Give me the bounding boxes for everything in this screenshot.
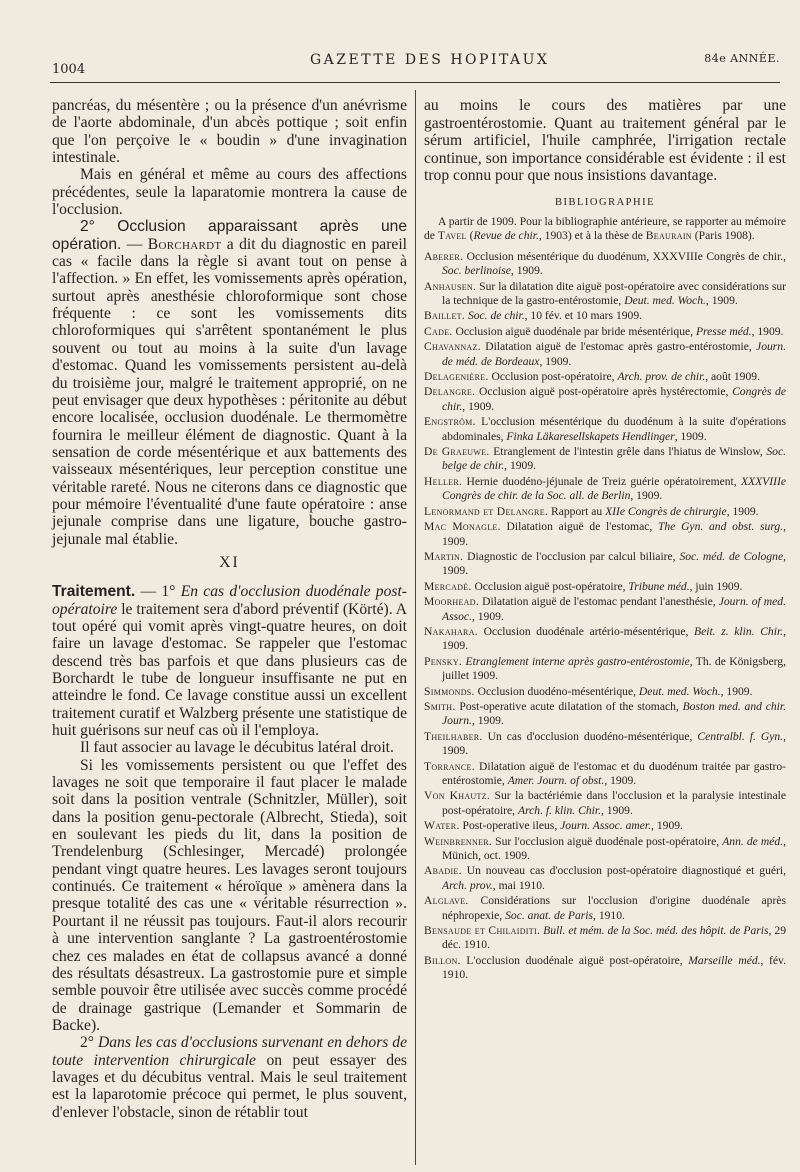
reference-author: Chavannaz. (424, 340, 481, 354)
reference-journal: Bull. et mém. de la Soc. méd. des hôpit. de Paris (543, 924, 769, 938)
reference-entry (424, 370, 786, 384)
reference-journal: Soc. de chir. (467, 309, 525, 323)
reference-text: Etranglement de l'intestin grêle dans l'hiatus de Winslow, (489, 445, 767, 459)
intro-text: A partir de 1909. Pour la bibliographie antérieure, se rapporter au mémoire de (424, 214, 786, 243)
reference-details: , 1909. (705, 294, 738, 307)
reference-journal: Tribune méd. (628, 579, 690, 593)
reference-author: Nakahara. (424, 624, 478, 638)
reference-text: Considérations sur l'occlusion d'origine duodénale après néphropexie, (442, 894, 786, 922)
reference-entry (424, 505, 786, 519)
reference-text: Occlusion post-opératoire, (488, 370, 618, 384)
author-name: Borchardt (147, 235, 222, 253)
italic-phrase: Dans les cas d'occlusions survenant en dehors de toute intervention chirurgicale (52, 1034, 407, 1069)
reference-journal: Journ. de méd. de Bordeaux (442, 340, 786, 368)
section-heading: 2° Occlusion apparaissant après une opération. (52, 218, 407, 253)
reference-entry (424, 685, 786, 699)
reference-details: , 1909. (504, 459, 537, 473)
reference-text: Occlusion aiguë duodénale par bride mésentérique, (452, 324, 696, 338)
reference-details: , 1909. (471, 714, 504, 728)
reference-details: , 1909. (442, 624, 786, 653)
reference-author: Alglave. (424, 894, 469, 908)
reference-text: Dilatation aiguë de l'estomac après gastro-entérostomie, (480, 340, 757, 354)
reference-journal: XXXVIIIe Congrès de chir. de la Soc. all. de Berlin (442, 474, 786, 503)
reference-text: Sur l'occlusion aiguë duodénale post-opératoire, (492, 834, 723, 848)
page-number: 1004 (52, 62, 86, 77)
reference-author: Heller. (424, 474, 463, 488)
dash: — (121, 235, 148, 253)
reference-entry (424, 894, 786, 923)
paragraph: au moins le cours des matières par une gastroentérostomie. Quant au traitement général par le sérum artificiel, l'huile camphrée, l'irrigation rectale continue, son importance considérable est évidente : il est trop connu pour que nous insistions davantage. (424, 97, 786, 185)
reference-text: Post-operative acute dilatation of the stomach, (455, 699, 683, 713)
intro-text: , 1903) et à la thèse de (538, 229, 646, 243)
paragraph: Il faut associer au lavage le décubitus latéral droit. (80, 739, 394, 757)
reference-author: Torrance. (424, 759, 475, 773)
reference-journal: Arch. prov. de chir. (617, 370, 706, 384)
intro-text: ( (466, 229, 474, 243)
reference-author: Engström. (424, 415, 476, 429)
reference-details: , 1910. (593, 908, 625, 922)
reference-text: L'occlusion duodénale aiguë post-opératoire, (460, 953, 689, 967)
left-column (52, 97, 407, 1121)
reference-details: , 1909. (674, 429, 707, 443)
reference-details: , 1909. (600, 803, 633, 817)
reference-details: , 1909. (751, 324, 784, 338)
journal-name: Revue de chir. (473, 229, 539, 243)
reference-text: Hernie duodéno-jéjunale de Treiz guérie opératoirement, (462, 474, 741, 488)
reference-author: Martin. (424, 549, 464, 563)
reference-journal: Etranglement interne après gastro-entérostomie (465, 654, 690, 668)
reference-entry (424, 340, 786, 369)
reference-text: Sur la bactériémie dans l'occlusion et la paralysie intestinale post-opératoire, (442, 789, 786, 817)
reference-entry (424, 924, 786, 953)
intro-text: (Paris 1908). (691, 229, 755, 243)
reference-journal: Amer. Journ. of obst. (507, 774, 605, 787)
paragraph-text: on peut essayer des lavages et du décubitus ventral. Mais le seul traitement est la laparotomie précoce qui permet, le plus souvent, d'enlever l'obstacle, sinon de rétablir tout (52, 1051, 407, 1121)
reference-text: Occlusion aiguë post-opératoire après hystérectomie, (475, 385, 733, 399)
reference-entry (424, 819, 786, 833)
paragraph: Si les vomissements persistent ou que l'effet des lavages ne soit que temporaire il faut placer le malade soit dans la position ventrale (Schnitzler, Müller), soit dans la position genu-pectorale (Albrecht, Stieda), soit en soulevant les pieds du lit, dans la position de Trendelenburg (Schlesinger, Mercadé) prolongée pendant vingt quatre heures. Les lavages seront toujours continués. Ce traitement « héroïque » amènera dans la presque totalité des cas une « véritable résurrection ». Pourtant il ne réussit pas toujours. Faut-il alors recourir à une intervention sanglante ? La gastroentérostomie chez ces malades en état de collapsus avancé a donné des résultats désastreux. La gastrostomie pure et simple semble pouvoir être utilisée avec succès comme procédé de drainage gastrique (Lemander et Sommarin de Backe). (52, 756, 407, 1034)
reference-author: Mercadé. (424, 579, 472, 593)
chapter-number: XI (219, 553, 240, 571)
reference-details: , 10 fév. et 10 mars 1909. (524, 309, 643, 323)
column-divider (415, 90, 416, 1165)
reference-text: Occlusion duodéno-mésentérique, (474, 684, 639, 698)
year-label: 84e ANNÉE. (704, 52, 780, 65)
reference-text: L'occlusion mésentérique du duodénum à la suite d'opérations abdominales, (442, 415, 786, 443)
reference-text: Diagnostic de l'occlusion par calcul biliaire, (463, 549, 680, 563)
reference-entry (424, 789, 786, 818)
paragraph (52, 1034, 407, 1121)
reference-details: , 1909. (442, 549, 787, 578)
reference-entry (424, 550, 786, 579)
reference-entry (424, 595, 786, 624)
treatment-paragraph (52, 583, 407, 739)
reference-journal: Soc. méd. de Cologne (679, 549, 784, 563)
author-name: Beaurain (645, 229, 692, 243)
reference-author: Bensaude et Chilaiditi. (424, 924, 541, 938)
reference-entry (424, 385, 786, 414)
reference-author: Weinbrenner. (424, 834, 493, 848)
reference-author: Abadie. (424, 864, 462, 878)
reference-author: Aberer. (424, 249, 464, 263)
reference-text: Dilatation aiguë de l'estomac et du duodénum traitée par gastro-entérostomie, (442, 759, 786, 787)
reference-details: , fév. 1910. (442, 953, 786, 982)
reference-text: Post-operative ileus, (459, 819, 561, 833)
reference-details: , Th. de Königsberg, juillet 1909. (442, 654, 787, 683)
reference-entry (424, 325, 786, 339)
reference-text: Occlusion mésentérique du duodénum, XXXVIIIe Congrès de chir., (463, 249, 786, 263)
reference-author: Theilhaber. (424, 729, 483, 743)
reference-author: Pensky. (424, 654, 463, 668)
reference-entry (424, 445, 786, 474)
reference-details: , 1909. (442, 729, 786, 758)
reference-journal: Journ. Assoc. amer. (560, 819, 652, 833)
author-name: Tavel (437, 229, 467, 243)
reference-author: Simmonds. (424, 684, 475, 698)
reference-entry (424, 520, 786, 549)
reference-details: , 1909. (539, 354, 572, 368)
reference-details: , 1909. (720, 684, 753, 698)
header-rule (50, 82, 780, 83)
reference-details: , Münich, oct. 1909. (442, 834, 786, 863)
reference-details: , 1909. (510, 264, 543, 278)
reference-text: Sur la dilatation dite aiguë post-opératoire avec considérations sur la technique de la gastro-entérostomie, (442, 279, 786, 307)
reference-journal: The Gyn. and obst. surg. (657, 520, 784, 534)
reference-text: Dilatation aiguë de l'estomac, (500, 520, 658, 534)
reference-author: Smith. (424, 699, 456, 713)
reference-text: Rapport au (548, 504, 606, 518)
reference-journal: Beit. z. klin. Chir. (694, 624, 784, 638)
reference-author: Anhausen. (424, 279, 477, 293)
reference-journal: Deut. med. Woch. (638, 684, 721, 698)
reference-list (424, 250, 786, 983)
reference-entry (424, 475, 786, 504)
journal-title: GAZETTE DES HOPITAUX (310, 52, 550, 68)
reference-details: , juin 1909. (689, 579, 743, 593)
reference-journal: XIIe Congrès de chirurgie (605, 504, 727, 518)
reference-author: De Graeuwe. (424, 445, 490, 459)
reference-entry (424, 864, 786, 893)
paragraph: pancréas, du mésentère ; ou la présence d'un anévrisme de l'aorte abdominale, d'un abcès pottique ; soit enfin que l'on perçoive le « boudin » d'une invagination intestinale. (52, 97, 407, 167)
reference-author: Lenormand et Delangre. (424, 504, 549, 518)
reference-author: Water. (424, 819, 460, 833)
reference-journal: Soc. anat. de Paris (505, 908, 594, 922)
reference-details: , 1909. (651, 819, 683, 833)
reference-journal: Marseille méd. (688, 953, 761, 967)
reference-author: Cade. (424, 324, 453, 338)
reference-text: Occlusion duodénale artério-mésentérique, (477, 624, 695, 638)
reference-details: , 1909. (471, 609, 504, 623)
reference-journal: Soc. berlinoise (442, 264, 511, 278)
reference-details: , 1909. (462, 399, 495, 413)
reference-details: , mai 1910. (492, 878, 545, 892)
reference-journal: Journ. of med. Assoc. (442, 595, 786, 623)
reference-entry (424, 625, 786, 654)
reference-details: , 1909. (630, 489, 663, 503)
reference-author: Baillet. (424, 309, 466, 323)
reference-journal: Soc. belge de chir. (442, 445, 786, 473)
reference-entry (424, 309, 786, 323)
reference-author: Mac Monagle. (424, 520, 501, 534)
bibliography-intro (424, 215, 786, 244)
running-head (52, 50, 780, 77)
reference-journal: Boston med. and chir. Journ. (442, 699, 786, 728)
italic-phrase: En cas d'occlusion duodénale post-opératoire (52, 583, 407, 618)
reference-journal: Arch. f. klin. Chir. (517, 803, 601, 817)
reference-journal: Presse méd. (695, 324, 752, 338)
reference-entry (424, 415, 786, 444)
reference-entry (424, 700, 786, 729)
reference-entry (424, 760, 786, 789)
reference-author: Delangre. (424, 385, 476, 399)
reference-text: Dilatation aiguë de l'estomac pendant l'anesthésie, (479, 595, 719, 609)
reference-entry (424, 655, 786, 684)
reference-journal: Finka Läkaresellskapets Hendlinger (506, 429, 675, 443)
reference-text: Un nouveau cas d'occlusion post-opératoire diagnostiqué et guéri, (461, 864, 786, 878)
reference-author: Von Khautz. (424, 789, 491, 803)
reference-entry (424, 280, 786, 309)
reference-author: Delagenière. (424, 370, 489, 384)
reference-entry (424, 730, 786, 759)
reference-text: Occlusion aiguë post-opératoire, (471, 579, 629, 593)
reference-entry (424, 954, 786, 983)
list-number: 2° (80, 1034, 98, 1052)
paragraph: Mais en général et même au cours des affections précédentes, seule la laparatomie montrera la cause de l'occlusion. (52, 166, 407, 219)
paragraph-text: a dit du diagnostic en pareil cas « facile dans la règle si avant tout on pense à l'affection. » En effet, les vomissements après opération, surtout après anesthésie chloroformique sont chose fréquente : ce sont les vomissements dits chloroformiques qui s'arrêtent spontanément le plus souvent ou tout au moins à la suite d'un lavage d'estomac. Quand les vomissements persistent au-delà du troisième jour, malgré le traitement approprié, on ne peut envisager que deux hypothèses : péritonite au début encore localisée, occlusion duodénale. Le thermomètre fournira le meilleur élément de diagnostic. Quant à la sensation de corde mésentérique et aux battements des vaisseaux mésentériques, leur perception constitue une véritable rareté. Nous ne citerons dans ce diagnostic que pour mémoire l'éventualité d'une faute opératoire : anse jejunale comprise dans une ligature, bouche gastro-jejunale mal établie. (52, 235, 408, 548)
reference-text: Un cas d'occlusion duodéno-mésentérique, (482, 729, 698, 743)
right-column (424, 97, 786, 984)
reference-author: Billon. (424, 953, 461, 967)
reference-journal: Arch. prov. (442, 878, 493, 892)
reference-details: , 1909. (604, 774, 637, 787)
reference-entry (424, 250, 786, 279)
section-title: Traitement. (52, 583, 136, 601)
reference-author: Moorhead. (424, 595, 480, 609)
reference-journal: Deut. med. Woch. (624, 294, 706, 307)
reference-details: , 1909. (726, 504, 759, 518)
reference-details: , 29 déc. 1910. (442, 924, 786, 952)
section-occlusion-post-op (52, 218, 407, 548)
reference-details: , 1909. (442, 520, 786, 548)
reference-journal: Congrès de chir. (442, 385, 786, 413)
reference-entry (424, 835, 786, 864)
bibliography-heading: BIBLIOGRAPHIE (555, 196, 655, 208)
reference-journal: Ann. de méd. (722, 834, 784, 848)
reference-entry (424, 580, 786, 594)
paragraph-text: le traitement sera d'abord préventif (Körté). A tout opéré qui vomit après vingt-quatre heures, on doit faire un lavage d'estomac. Se rappeler que l'estomac descend très bas parfois et que dans plusieurs cas de Borchardt le tube de longueur insuffisante ne put en atteindre le fond. Ce lavage constitue aussi un excellent traitement curatif et Walzberg présente une statistique de huit guérisons sur neuf cas où il l'employa. (52, 600, 407, 740)
dash: — 1° (135, 583, 181, 601)
reference-details: , août 1909. (705, 370, 760, 384)
reference-journal: Centralbl. f. Gyn. (697, 729, 784, 743)
